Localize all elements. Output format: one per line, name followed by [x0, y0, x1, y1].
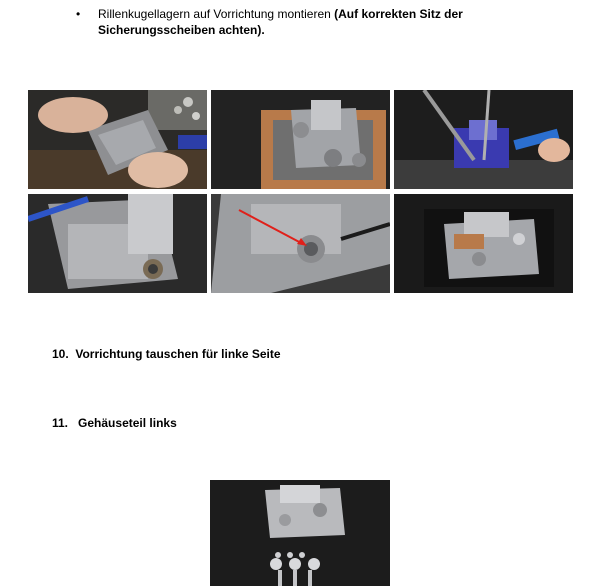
step-11-text: Gehäuseteil links	[78, 416, 177, 430]
step-10-number: 10.	[52, 347, 69, 361]
bullet-text	[98, 6, 538, 38]
bullet-text-normal: Rillenkugellagern auf Vorrichtung montieren	[98, 7, 335, 21]
assembly-photo-grid	[28, 90, 573, 293]
step-10-heading	[52, 346, 281, 362]
photo-housing-bearing	[28, 194, 207, 293]
bullet-symbol: •	[76, 7, 81, 21]
photo-blue-fixture-tool	[394, 90, 573, 189]
step-11-number: 11.	[52, 416, 69, 430]
step-11-heading	[52, 415, 177, 431]
photo-hands-housing	[28, 90, 207, 189]
photo-housing-on-plate	[394, 194, 573, 293]
photo-left-housing-parts	[210, 480, 390, 586]
photo-housing-on-fixture	[211, 90, 390, 189]
photo-closeup-arrow	[211, 194, 390, 293]
step-10-text: Vorrichtung tauschen für linke Seite	[75, 347, 281, 361]
bullet-text-bold: (Auf korrekten Sitz der Sicherungsscheiben achten).	[98, 7, 463, 37]
